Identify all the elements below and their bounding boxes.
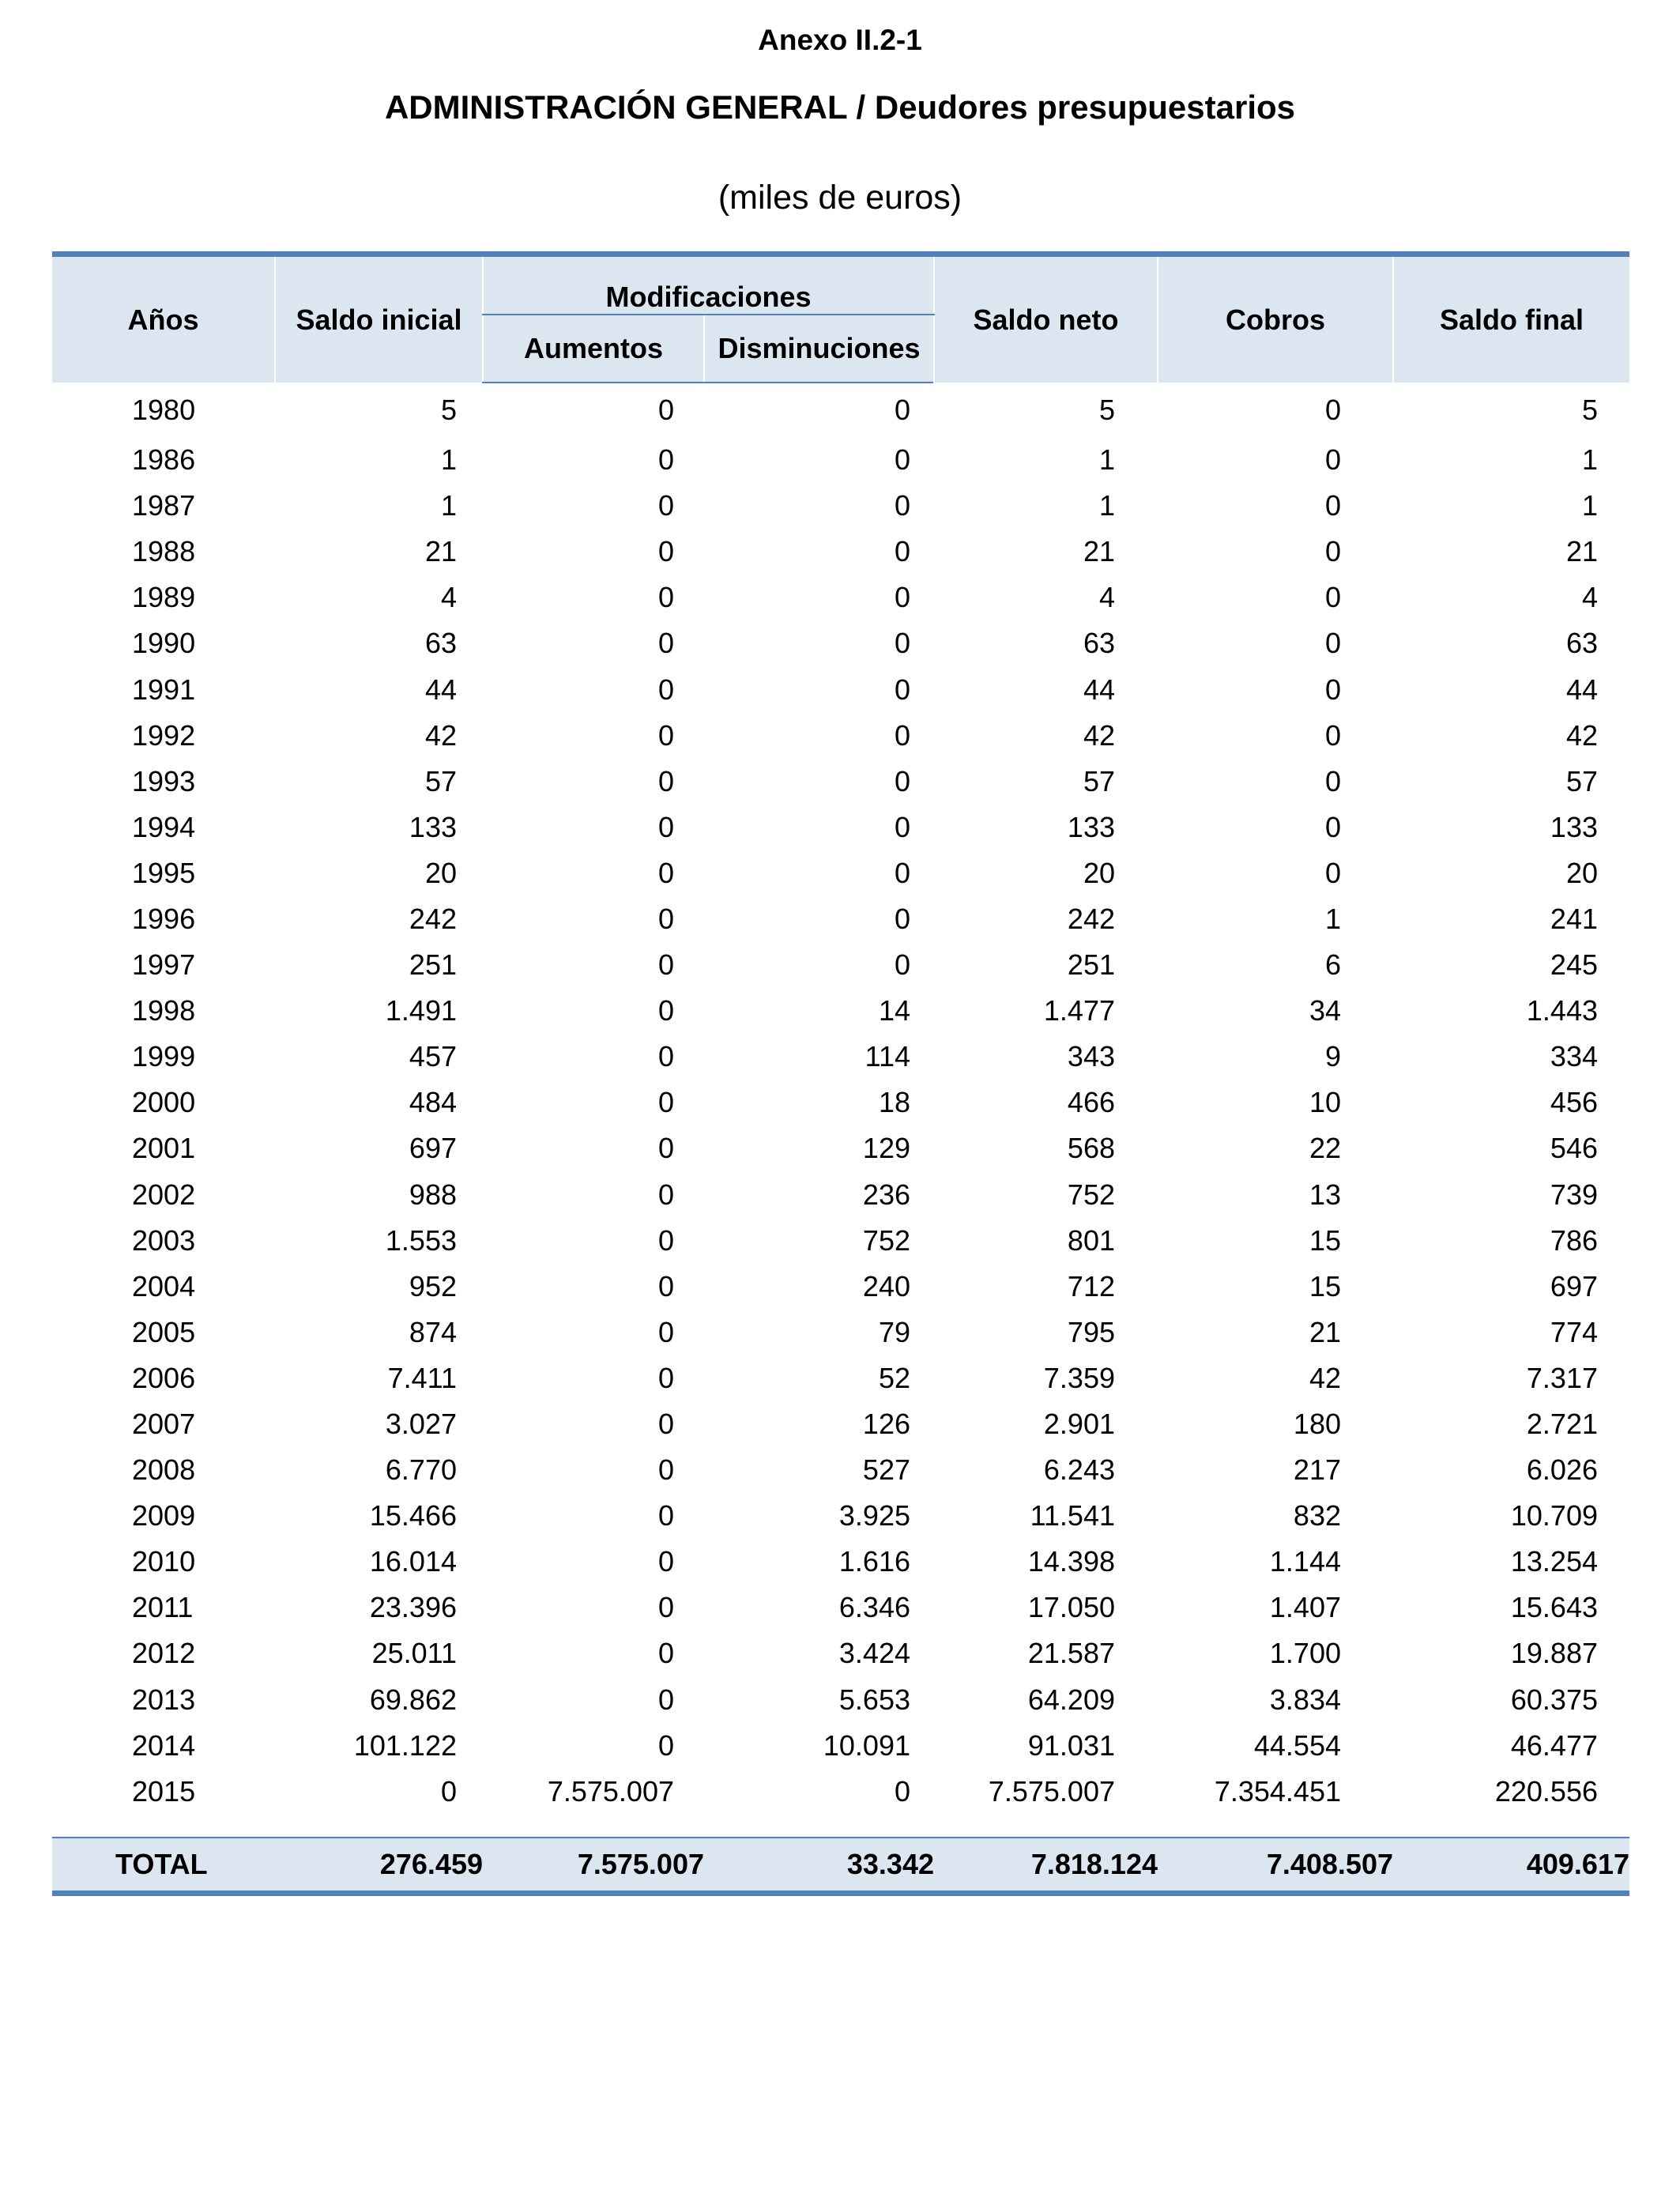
cell-aumentos: 0 xyxy=(657,581,674,614)
cell-saldo-final: 456 xyxy=(1550,1086,1598,1119)
cell-disminuciones: 0 xyxy=(894,394,910,426)
table-footer xyxy=(52,1838,1629,1894)
cell-aumentos: 0 xyxy=(657,1361,674,1394)
table-row xyxy=(52,1264,1629,1310)
table-row xyxy=(52,1355,1629,1401)
table-row xyxy=(52,942,1629,988)
cell-cobros: 0 xyxy=(1324,489,1341,522)
cell-saldo-final: 60.375 xyxy=(1510,1683,1598,1716)
cell-aumentos: 0 xyxy=(657,1637,674,1670)
cell-saldo-final: 6.026 xyxy=(1526,1453,1598,1487)
cell-saldo-neto: 11.541 xyxy=(1030,1499,1115,1532)
cell-saldo-inicial: 1 xyxy=(440,443,457,477)
total-saldo-final: 409.617 xyxy=(1393,1838,1629,1894)
spacer-cell xyxy=(52,1815,1629,1838)
cell-saldo-neto: 7.575.007 xyxy=(988,1774,1115,1808)
cell-saldo-neto: 343 xyxy=(1067,1040,1115,1073)
cell-saldo-neto: 5 xyxy=(1098,393,1115,426)
cell-year: 2006 xyxy=(132,1361,196,1394)
cell-aumentos: 0 xyxy=(657,1269,674,1302)
cell-year: 2013 xyxy=(132,1683,196,1716)
cell-saldo-final: 4 xyxy=(1581,581,1598,614)
cell-saldo-final: 21 xyxy=(1565,535,1598,568)
cell-saldo-inicial: 63 xyxy=(424,627,457,660)
cell-disminuciones: 10.091 xyxy=(823,1728,910,1762)
cell-saldo-final: 44 xyxy=(1565,673,1598,706)
cell-saldo-final: 57 xyxy=(1565,764,1598,797)
cell-aumentos: 0 xyxy=(657,1408,674,1441)
cell-disminuciones: 14 xyxy=(878,994,910,1027)
cell-saldo-neto: 17.050 xyxy=(1027,1591,1115,1624)
cell-disminuciones: 5.653 xyxy=(838,1683,910,1716)
cell-disminuciones: 0 xyxy=(894,1774,910,1808)
cell-year: 2009 xyxy=(132,1499,196,1532)
table-row xyxy=(52,850,1629,896)
cell-saldo-neto: 14.398 xyxy=(1027,1545,1115,1578)
cell-saldo-inicial: 6.770 xyxy=(385,1453,457,1487)
cell-cobros: 10 xyxy=(1309,1086,1341,1119)
cell-saldo-final: 15.643 xyxy=(1510,1591,1598,1624)
table-row xyxy=(52,1493,1629,1539)
table-row xyxy=(52,1034,1629,1080)
table-row xyxy=(52,620,1629,666)
cell-saldo-neto: 57 xyxy=(1083,764,1115,797)
table-row xyxy=(52,1539,1629,1585)
table-row xyxy=(52,1401,1629,1447)
cell-saldo-final: 63 xyxy=(1565,627,1598,660)
cell-year: 2007 xyxy=(132,1408,196,1441)
cell-saldo-inicial: 484 xyxy=(409,1086,457,1119)
cell-saldo-inicial: 20 xyxy=(424,856,457,889)
cell-cobros: 44.554 xyxy=(1253,1728,1341,1762)
cell-cobros: 13 xyxy=(1309,1178,1341,1211)
table-row xyxy=(52,805,1629,850)
cell-year: 2005 xyxy=(132,1315,196,1348)
cell-year: 2011 xyxy=(132,1591,194,1624)
cell-saldo-final: 220.556 xyxy=(1494,1774,1598,1808)
cell-cobros: 0 xyxy=(1324,718,1341,752)
cell-aumentos: 0 xyxy=(657,443,674,477)
total-aumentos: 7.575.007 xyxy=(483,1838,704,1894)
cell-disminuciones: 0 xyxy=(894,489,910,522)
cell-saldo-final: 5 xyxy=(1581,393,1598,426)
cell-year: 1991 xyxy=(132,673,196,706)
total-saldo-neto: 7.818.124 xyxy=(934,1838,1158,1894)
cell-disminuciones: 236 xyxy=(862,1178,910,1211)
spacer-row xyxy=(52,1815,1629,1838)
table-row xyxy=(52,483,1629,529)
cell-year: 1993 xyxy=(132,764,196,797)
cell-saldo-final: 10.709 xyxy=(1510,1499,1598,1532)
cell-cobros: 0 xyxy=(1324,581,1341,614)
cell-aumentos: 0 xyxy=(657,1315,674,1348)
header-saldo-final: Saldo final xyxy=(1393,254,1629,383)
cell-cobros: 0 xyxy=(1324,810,1341,843)
cell-saldo-inicial: 69.862 xyxy=(369,1683,457,1716)
cell-saldo-neto: 466 xyxy=(1067,1086,1115,1119)
cell-aumentos: 7.575.007 xyxy=(547,1774,674,1808)
cell-disminuciones: 126 xyxy=(862,1408,910,1441)
cell-saldo-neto: 6.243 xyxy=(1043,1453,1115,1487)
cell-aumentos: 0 xyxy=(657,1040,674,1073)
cell-saldo-final: 19.887 xyxy=(1510,1637,1598,1670)
cell-saldo-neto: 752 xyxy=(1067,1178,1115,1211)
cell-cobros: 15 xyxy=(1309,1223,1341,1257)
cell-saldo-neto: 712 xyxy=(1067,1269,1115,1302)
cell-cobros: 3.834 xyxy=(1269,1683,1341,1716)
cell-saldo-neto: 795 xyxy=(1067,1315,1115,1348)
header-saldo-inicial: Saldo inicial xyxy=(275,254,483,383)
cell-disminuciones: 0 xyxy=(894,443,910,477)
cell-aumentos: 0 xyxy=(657,1591,674,1624)
cell-saldo-final: 42 xyxy=(1565,718,1598,752)
cell-saldo-final: 739 xyxy=(1550,1178,1598,1211)
cell-year: 1996 xyxy=(132,902,196,935)
cell-disminuciones: 114 xyxy=(864,1040,910,1073)
table-row xyxy=(52,1723,1629,1769)
cell-aumentos: 0 xyxy=(657,1086,674,1119)
cell-disminuciones: 0 xyxy=(894,673,910,706)
units-label: (miles de euros) xyxy=(718,179,962,217)
cell-saldo-final: 697 xyxy=(1550,1269,1598,1302)
cell-cobros: 22 xyxy=(1309,1132,1341,1165)
cell-saldo-final: 1.443 xyxy=(1526,994,1598,1027)
cell-cobros: 7.354.451 xyxy=(1214,1774,1341,1808)
cell-saldo-inicial: 25.011 xyxy=(371,1637,457,1670)
cell-cobros: 1 xyxy=(1324,902,1341,935)
cell-saldo-final: 241 xyxy=(1550,902,1598,935)
cell-cobros: 42 xyxy=(1309,1361,1341,1394)
cell-saldo-final: 1 xyxy=(1581,489,1598,522)
cell-disminuciones: 0 xyxy=(894,627,910,660)
header-saldo-neto: Saldo neto xyxy=(934,254,1158,383)
cell-saldo-neto: 7.359 xyxy=(1043,1361,1115,1394)
cell-year: 1999 xyxy=(132,1040,196,1073)
table-row xyxy=(52,1585,1629,1630)
cell-year: 1988 xyxy=(132,535,196,568)
cell-aumentos: 0 xyxy=(657,1499,674,1532)
table-row xyxy=(52,437,1629,483)
table-row xyxy=(52,1630,1629,1676)
cell-saldo-inicial: 5 xyxy=(440,393,457,426)
table-row xyxy=(52,896,1629,942)
cell-cobros: 34 xyxy=(1309,994,1341,1027)
cell-aumentos: 0 xyxy=(657,994,674,1027)
cell-aumentos: 0 xyxy=(657,394,674,426)
table-row xyxy=(52,383,1629,437)
total-row xyxy=(52,1838,1629,1894)
cell-saldo-neto: 242 xyxy=(1067,902,1115,935)
cell-cobros: 0 xyxy=(1324,856,1341,889)
cell-saldo-inicial: 133 xyxy=(409,810,457,843)
cell-cobros: 0 xyxy=(1324,535,1341,568)
table-row xyxy=(52,575,1629,620)
header-years: Años xyxy=(52,254,275,383)
cell-cobros: 1.407 xyxy=(1269,1591,1341,1624)
table-row xyxy=(52,1769,1629,1815)
cell-saldo-inicial: 7.411 xyxy=(387,1361,457,1394)
cell-disminuciones: 0 xyxy=(894,581,910,614)
cell-saldo-neto: 2.901 xyxy=(1043,1408,1115,1441)
cell-aumentos: 0 xyxy=(657,1683,674,1716)
cell-saldo-final: 245 xyxy=(1550,948,1598,982)
table-row xyxy=(52,759,1629,805)
cell-saldo-neto: 251 xyxy=(1067,948,1115,982)
cell-saldo-neto: 1.477 xyxy=(1043,994,1115,1027)
cell-saldo-inicial: 457 xyxy=(409,1040,457,1073)
table-row xyxy=(52,529,1629,575)
table-row xyxy=(52,1080,1629,1125)
cell-cobros: 21 xyxy=(1309,1315,1341,1348)
table-row xyxy=(52,1218,1629,1264)
annex-label: Anexo II.2-1 xyxy=(758,24,922,56)
cell-saldo-neto: 91.031 xyxy=(1027,1728,1115,1762)
table-row xyxy=(52,713,1629,759)
cell-saldo-neto: 21 xyxy=(1083,535,1115,568)
cell-saldo-inicial: 952 xyxy=(409,1269,457,1302)
cell-cobros: 9 xyxy=(1324,1040,1341,1073)
cell-disminuciones: 0 xyxy=(894,718,910,752)
cell-saldo-inicial: 57 xyxy=(424,764,457,797)
cell-aumentos: 0 xyxy=(657,489,674,522)
cell-cobros: 15 xyxy=(1309,1269,1341,1302)
cell-saldo-neto: 21.587 xyxy=(1027,1637,1115,1670)
header-modificaciones: Modificaciones xyxy=(483,254,934,315)
cell-saldo-neto: 44 xyxy=(1083,673,1115,706)
cell-aumentos: 0 xyxy=(657,810,674,843)
cell-saldo-final: 2.721 xyxy=(1526,1408,1598,1441)
cell-aumentos: 0 xyxy=(657,627,674,660)
cell-year: 2004 xyxy=(132,1269,196,1302)
cell-cobros: 1.700 xyxy=(1269,1637,1341,1670)
cell-saldo-inicial: 4 xyxy=(440,581,457,614)
cell-year: 1995 xyxy=(132,856,196,889)
cell-saldo-final: 774 xyxy=(1550,1315,1598,1348)
total-cobros: 7.408.507 xyxy=(1158,1838,1393,1894)
table-row xyxy=(52,666,1629,712)
table-row xyxy=(52,1677,1629,1723)
cell-aumentos: 0 xyxy=(657,673,674,706)
cell-year: 2001 xyxy=(132,1132,196,1165)
cell-aumentos: 0 xyxy=(657,1728,674,1762)
cell-aumentos: 0 xyxy=(657,1178,674,1211)
cell-aumentos: 0 xyxy=(657,948,674,982)
total-label: TOTAL xyxy=(52,1838,275,1894)
cell-year: 2010 xyxy=(132,1545,196,1578)
page-title: ADMINISTRACIÓN GENERAL / Deudores presupuestarios xyxy=(384,89,1296,126)
cell-year: 2008 xyxy=(132,1453,196,1487)
cell-disminuciones: 3.424 xyxy=(838,1637,910,1670)
cell-saldo-inicial: 44 xyxy=(424,673,457,706)
cell-saldo-final: 786 xyxy=(1550,1223,1598,1257)
cell-saldo-neto: 1 xyxy=(1098,443,1115,477)
cell-year: 2000 xyxy=(132,1086,196,1119)
table-row xyxy=(52,1447,1629,1493)
cell-disminuciones: 129 xyxy=(862,1132,910,1165)
cell-saldo-final: 1 xyxy=(1581,443,1598,477)
cell-disminuciones: 0 xyxy=(894,535,910,568)
cell-year: 2015 xyxy=(132,1774,196,1808)
cell-aumentos: 0 xyxy=(657,1545,674,1578)
debtors-table xyxy=(52,251,1629,1896)
cell-aumentos: 0 xyxy=(657,718,674,752)
cell-disminuciones: 3.925 xyxy=(838,1499,910,1532)
cell-aumentos: 0 xyxy=(657,535,674,568)
table-body xyxy=(52,383,1629,1838)
cell-disminuciones: 240 xyxy=(862,1269,910,1302)
cell-year: 1994 xyxy=(132,810,196,843)
total-saldo-inicial: 276.459 xyxy=(275,1838,483,1894)
header-aumentos: Aumentos xyxy=(483,315,704,383)
total-disminuciones: 33.342 xyxy=(704,1838,934,1894)
cell-year: 1992 xyxy=(132,718,196,752)
cell-disminuciones: 752 xyxy=(862,1223,910,1257)
cell-saldo-final: 546 xyxy=(1550,1132,1598,1165)
cell-disminuciones: 0 xyxy=(894,764,910,797)
cell-disminuciones: 0 xyxy=(894,856,910,889)
cell-disminuciones: 0 xyxy=(894,810,910,843)
cell-year: 1980 xyxy=(132,393,196,426)
cell-saldo-neto: 63 xyxy=(1083,627,1115,660)
cell-saldo-neto: 20 xyxy=(1083,856,1115,889)
cell-saldo-inicial: 1 xyxy=(440,489,457,522)
table-row xyxy=(52,1125,1629,1171)
cell-saldo-inicial: 42 xyxy=(424,718,457,752)
cell-year: 1986 xyxy=(132,443,196,477)
cell-cobros: 1.144 xyxy=(1269,1545,1341,1578)
table-row xyxy=(52,1310,1629,1355)
cell-saldo-inicial: 697 xyxy=(409,1132,457,1165)
cell-saldo-inicial: 251 xyxy=(409,948,457,982)
cell-disminuciones: 6.346 xyxy=(838,1591,910,1624)
cell-cobros: 0 xyxy=(1324,673,1341,706)
cell-aumentos: 0 xyxy=(657,1223,674,1257)
table-header xyxy=(52,254,1629,383)
cell-saldo-inicial: 21 xyxy=(424,535,457,568)
cell-aumentos: 0 xyxy=(657,764,674,797)
cell-disminuciones: 18 xyxy=(878,1086,910,1119)
cell-saldo-neto: 1 xyxy=(1098,489,1115,522)
cell-saldo-inicial: 23.396 xyxy=(369,1591,457,1624)
cell-disminuciones: 527 xyxy=(862,1453,910,1487)
cell-saldo-inicial: 988 xyxy=(409,1178,457,1211)
cell-saldo-final: 334 xyxy=(1550,1040,1598,1073)
header-cobros: Cobros xyxy=(1158,254,1393,383)
cell-year: 2002 xyxy=(132,1178,196,1211)
cell-year: 1990 xyxy=(132,627,196,660)
table-row xyxy=(52,988,1629,1034)
cell-saldo-final: 46.477 xyxy=(1510,1728,1598,1762)
cell-saldo-inicial: 3.027 xyxy=(385,1408,457,1441)
cell-saldo-neto: 133 xyxy=(1067,810,1115,843)
cell-disminuciones: 0 xyxy=(894,948,910,982)
cell-cobros: 0 xyxy=(1324,764,1341,797)
cell-year: 2014 xyxy=(132,1728,196,1762)
cell-aumentos: 0 xyxy=(657,1453,674,1487)
cell-disminuciones: 0 xyxy=(894,902,910,935)
cell-cobros: 6 xyxy=(1324,948,1341,982)
cell-saldo-neto: 801 xyxy=(1067,1223,1115,1257)
cell-year: 1987 xyxy=(132,489,196,522)
cell-cobros: 0 xyxy=(1324,627,1341,660)
cell-saldo-final: 133 xyxy=(1550,810,1598,843)
header-disminuciones: Disminuciones xyxy=(704,315,934,383)
cell-disminuciones: 79 xyxy=(878,1315,910,1348)
cell-saldo-inicial: 874 xyxy=(409,1315,457,1348)
cell-aumentos: 0 xyxy=(657,1132,674,1165)
cell-saldo-final: 7.317 xyxy=(1526,1361,1598,1394)
cell-aumentos: 0 xyxy=(657,902,674,935)
table-row xyxy=(52,1172,1629,1218)
cell-year: 1989 xyxy=(132,581,196,614)
cell-cobros: 832 xyxy=(1293,1499,1341,1532)
cell-saldo-final: 13.254 xyxy=(1510,1545,1598,1578)
cell-saldo-final: 20 xyxy=(1565,856,1598,889)
cell-saldo-neto: 4 xyxy=(1098,581,1115,614)
cell-saldo-inicial: 101.122 xyxy=(353,1728,457,1762)
cell-saldo-inicial: 16.014 xyxy=(369,1545,457,1578)
cell-saldo-inicial: 242 xyxy=(409,902,457,935)
cell-cobros: 180 xyxy=(1293,1408,1341,1441)
cell-disminuciones: 52 xyxy=(878,1361,910,1394)
cell-year: 1998 xyxy=(132,994,196,1027)
cell-cobros: 0 xyxy=(1324,443,1341,477)
cell-saldo-inicial: 1.553 xyxy=(385,1223,457,1257)
cell-year: 2003 xyxy=(132,1223,196,1257)
cell-saldo-inicial: 15.466 xyxy=(369,1499,457,1532)
cell-saldo-neto: 42 xyxy=(1083,718,1115,752)
cell-saldo-neto: 64.209 xyxy=(1027,1683,1115,1716)
cell-cobros: 0 xyxy=(1324,393,1341,426)
cell-aumentos: 0 xyxy=(657,856,674,889)
cell-disminuciones: 1.616 xyxy=(838,1545,910,1578)
cell-saldo-neto: 568 xyxy=(1067,1132,1115,1165)
cell-saldo-inicial: 1.491 xyxy=(385,994,457,1027)
cell-year: 1997 xyxy=(132,948,196,982)
cell-cobros: 217 xyxy=(1293,1453,1341,1487)
cell-saldo-inicial: 0 xyxy=(440,1774,457,1808)
cell-year: 2012 xyxy=(132,1637,196,1670)
